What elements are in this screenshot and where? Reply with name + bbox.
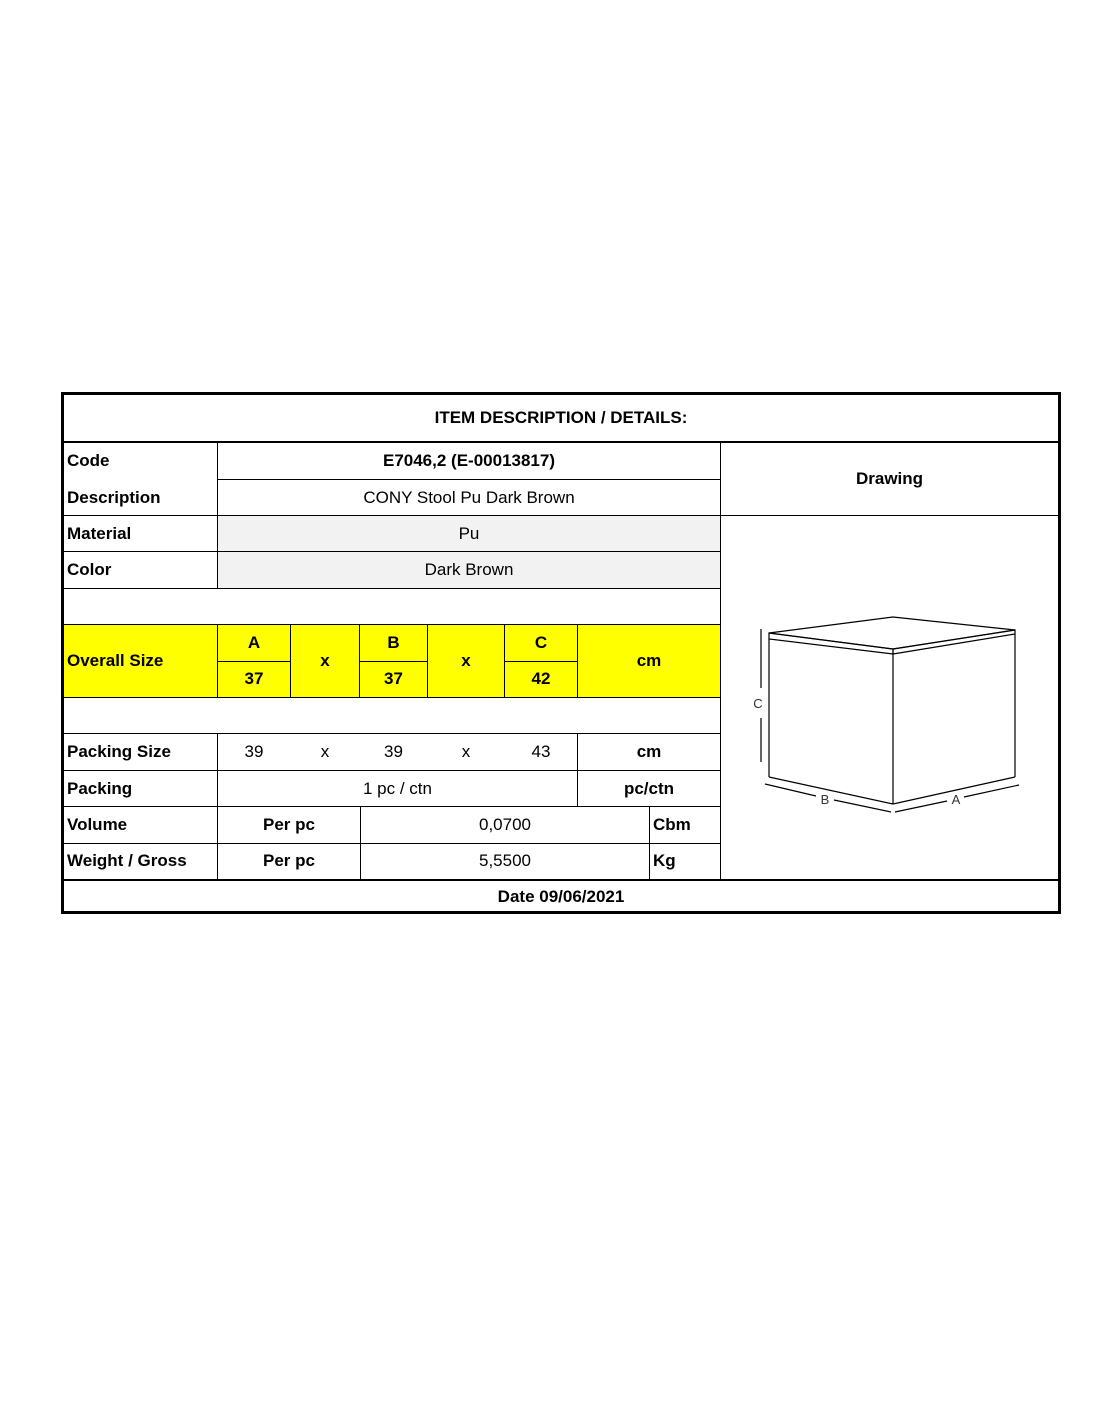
- overall-b-value: 37: [384, 669, 403, 688]
- overall-c-value: 42: [531, 669, 551, 688]
- rule: [64, 624, 720, 625]
- item-spec-sheet: [61, 392, 1061, 914]
- rule: [720, 443, 721, 880]
- overall-separator-1: x: [320, 651, 330, 670]
- packing-size-label: Packing Size: [67, 742, 171, 761]
- rule: [64, 697, 720, 698]
- rule: [504, 624, 505, 697]
- date-footer: Date 09/06/2021: [497, 887, 625, 906]
- rule: [64, 806, 720, 807]
- description-value: CONY Stool Pu Dark Brown: [363, 488, 575, 507]
- rule: [649, 806, 650, 880]
- rule: [360, 661, 427, 662]
- rule: [360, 806, 361, 880]
- rule: [290, 624, 291, 697]
- sheet-title: ITEM DESCRIPTION / DETAILS:: [434, 408, 688, 427]
- packing-label: Packing: [67, 779, 133, 798]
- weight-per: Per pc: [263, 851, 315, 870]
- rule: [64, 843, 720, 844]
- rule: [64, 551, 720, 552]
- rule: [64, 588, 720, 589]
- dimension-b-letter: B: [820, 792, 830, 807]
- rule: [218, 661, 290, 662]
- overall-a-header: A: [247, 633, 261, 652]
- overall-c-header: C: [534, 633, 548, 652]
- rule: [577, 733, 578, 807]
- volume-per: Per pc: [263, 815, 315, 834]
- packing-unit: pc/ctn: [623, 779, 675, 798]
- volume-unit: Cbm: [653, 815, 691, 834]
- material-label: Material: [67, 524, 132, 543]
- rule: [359, 624, 360, 697]
- code-value: E7046,2 (E-00013817): [382, 451, 556, 470]
- color-label: Color: [67, 560, 112, 579]
- rule: [64, 770, 720, 771]
- dimension-c-letter: C: [753, 696, 763, 711]
- packing-size-b: 39: [384, 742, 403, 761]
- rule: [217, 624, 218, 697]
- stool-drawing: [721, 516, 1058, 880]
- dimension-a-letter: A: [951, 792, 961, 807]
- rule: [505, 661, 577, 662]
- overall-a-value: 37: [244, 669, 264, 688]
- overall-unit: cm: [636, 651, 662, 670]
- rule: [217, 733, 218, 880]
- overall-b-header: B: [387, 633, 400, 652]
- weight-label: Weight / Gross: [67, 851, 187, 870]
- rule: [64, 733, 720, 734]
- packing-size-a: 39: [244, 742, 264, 761]
- packing-value: 1 pc / ctn: [363, 779, 432, 798]
- rule: [64, 515, 1058, 516]
- description-label: Description: [67, 488, 161, 507]
- rule: [577, 624, 578, 697]
- rule: [217, 443, 218, 588]
- drawing-label: Drawing: [855, 469, 924, 488]
- overall-size-label: Overall Size: [67, 651, 164, 670]
- rule: [218, 479, 720, 480]
- packing-size-unit: cm: [636, 742, 662, 761]
- volume-label: Volume: [67, 815, 128, 834]
- weight-unit: Kg: [653, 851, 676, 870]
- volume-value: 0,0700: [479, 815, 531, 834]
- rule: [64, 879, 1058, 881]
- packing-separator-2: x: [461, 742, 471, 761]
- rule: [427, 624, 428, 697]
- rule: [64, 441, 1058, 443]
- overall-separator-2: x: [461, 651, 471, 670]
- material-value: Pu: [218, 516, 720, 552]
- packing-separator-1: x: [320, 742, 330, 761]
- code-label: Code: [67, 451, 110, 470]
- weight-value: 5,5500: [479, 851, 531, 870]
- color-value: Dark Brown: [218, 552, 720, 588]
- packing-size-c: 43: [531, 742, 551, 761]
